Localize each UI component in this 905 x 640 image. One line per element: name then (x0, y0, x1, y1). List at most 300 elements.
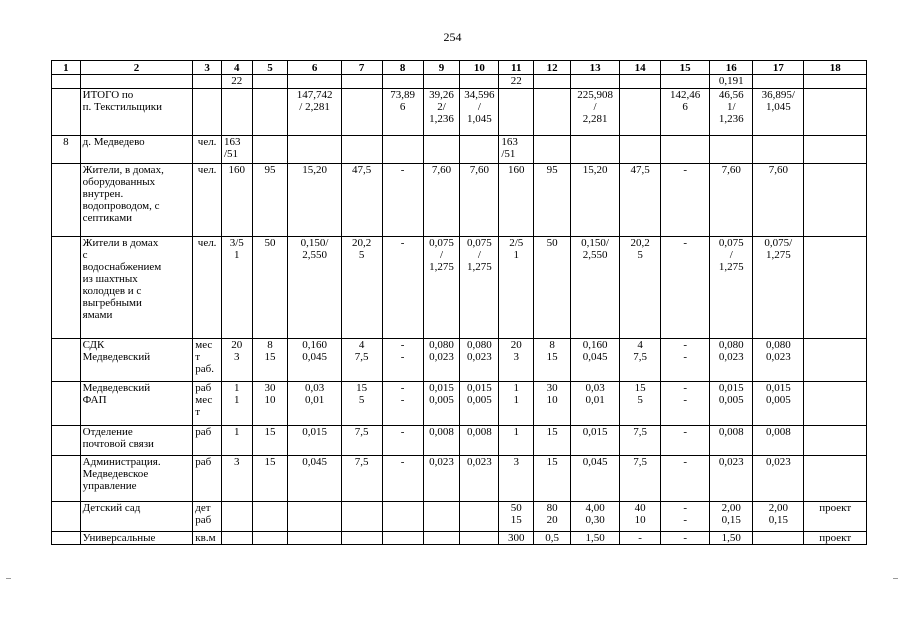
table-cell: 0,191 (710, 75, 753, 89)
table-cell (804, 426, 867, 456)
table-cell: 7,60 (460, 164, 499, 237)
table-cell (52, 502, 81, 532)
table-cell: 47,5 (620, 164, 661, 237)
table-cell (423, 502, 460, 532)
table-cell (534, 75, 571, 89)
table-cell (423, 89, 460, 136)
table-cell (620, 237, 661, 339)
cell-line: 0,03 (304, 382, 325, 394)
header-cell: 4 (221, 61, 252, 75)
table-row (52, 382, 867, 426)
table-cell (288, 339, 341, 382)
cell-line: 1,275 (718, 261, 744, 273)
cell-line: 46,56 (718, 89, 744, 101)
header-cell: 9 (423, 61, 460, 75)
table-cell: 22 (221, 75, 252, 89)
table-cell (753, 502, 804, 532)
table-cell: 300 (499, 532, 534, 545)
table-cell: 15,20 (288, 164, 341, 237)
cell-line: 30 (546, 382, 558, 394)
table-cell: 15,20 (571, 164, 620, 237)
cell-line: 20,2 (630, 237, 650, 249)
table-cell: д. Медведево (80, 136, 193, 164)
cell-line: 0,075 (429, 237, 454, 249)
cell-line: - (683, 351, 687, 363)
cell-line: 0,150/ (300, 237, 329, 249)
cell-line: - (683, 382, 687, 394)
cell-line: Медведевское (82, 468, 149, 480)
table-cell: чел. (193, 164, 222, 237)
cell-line: 0,15 (721, 514, 741, 526)
table-cell (80, 339, 193, 382)
table-cell (571, 237, 620, 339)
cell-line: 142,46 (670, 89, 701, 101)
cell-line: 1,275 (467, 261, 492, 273)
table-cell (193, 382, 222, 426)
table-cell (753, 89, 804, 136)
table-cell: 7,60 (753, 164, 804, 237)
table-cell (460, 75, 499, 89)
cell-line: 2,00 (768, 502, 788, 514)
table-cell (620, 382, 661, 426)
table-cell (52, 164, 81, 237)
table-cell (52, 532, 81, 545)
table-cell (382, 532, 423, 545)
cell-line: 80 (546, 502, 558, 514)
table-cell (620, 339, 661, 382)
table-cell (52, 237, 81, 339)
cell-line: 73,89 (390, 89, 415, 101)
table-row (52, 75, 867, 89)
header-cell: 16 (710, 61, 753, 75)
cell-line: / (477, 249, 481, 261)
cell-line: 1,045 (765, 101, 791, 113)
cell-line: 0,005 (765, 394, 791, 406)
table-row (52, 136, 867, 164)
table-cell: 0,5 (534, 532, 571, 545)
table-cell: проект (804, 502, 867, 532)
cell-line: 8 (267, 339, 273, 351)
table-cell (571, 382, 620, 426)
table-cell (382, 382, 423, 426)
cell-line: / (729, 249, 733, 261)
table-cell: 1 (499, 426, 534, 456)
table-cell (423, 339, 460, 382)
table-cell (341, 89, 382, 136)
table-cell: 0,015 (288, 426, 341, 456)
cell-line: т (195, 406, 201, 418)
cell-line: 5 (637, 249, 643, 261)
table-cell (288, 75, 341, 89)
cell-line: 1 (234, 382, 240, 394)
table-cell: 0,023 (753, 456, 804, 502)
table-cell: кв.м (193, 532, 222, 545)
cell-line: 1,236 (718, 113, 744, 125)
cell-line: мес (195, 339, 213, 351)
table-cell (804, 382, 867, 426)
cell-line: 2/ (437, 101, 446, 113)
table-cell: - (661, 532, 710, 545)
table-cell (80, 456, 193, 502)
cell-line: 0,023 (718, 351, 744, 363)
table-cell: 160 (221, 164, 252, 237)
table-cell: 7,5 (620, 456, 661, 502)
table-cell: 15 (534, 426, 571, 456)
table-cell (804, 136, 867, 164)
cell-line: 30 (264, 382, 276, 394)
table-cell (423, 75, 460, 89)
cell-line: 39,26 (429, 89, 454, 101)
header-cell: 10 (460, 61, 499, 75)
table-cell (753, 75, 804, 89)
cell-line: 5 (637, 394, 643, 406)
cell-line: - (400, 339, 405, 351)
table-cell (252, 136, 288, 164)
table-cell (710, 136, 753, 164)
cell-line: 36,895/ (761, 89, 795, 101)
table-cell (193, 502, 222, 532)
table-cell (221, 382, 252, 426)
cell-line: почтовой связи (82, 438, 154, 450)
table-cell: 1,50 (710, 532, 753, 545)
cell-line: с (82, 249, 88, 261)
table-cell (661, 75, 710, 89)
table-cell: 8 (52, 136, 81, 164)
cell-line: 1 (513, 394, 519, 406)
table-cell (499, 382, 534, 426)
header-cell: 12 (534, 61, 571, 75)
cell-line: - (683, 514, 687, 526)
cell-line: 0,03 (585, 382, 605, 394)
cell-line: 1,045 (467, 113, 492, 125)
table-cell: 0,045 (288, 456, 341, 502)
cell-line: 0,30 (585, 514, 605, 526)
cell-line: ямами (82, 309, 113, 321)
cell-line: 10 (264, 394, 276, 406)
table-cell (499, 502, 534, 532)
table-cell (571, 136, 620, 164)
cell-line: 8 (549, 339, 555, 351)
table-cell (753, 339, 804, 382)
table-cell: 7,5 (341, 456, 382, 502)
cell-line: водопроводом, с (82, 200, 160, 212)
table-cell (341, 237, 382, 339)
cell-line: 20,2 (352, 237, 372, 249)
table-cell (288, 532, 341, 545)
cell-line: 6 (682, 101, 688, 113)
table-cell (620, 136, 661, 164)
cell-line: 15 (510, 514, 522, 526)
table-cell: 15 (534, 456, 571, 502)
table-cell (661, 502, 710, 532)
table-cell (221, 89, 252, 136)
scan-edge-mark (6, 578, 11, 579)
table-cell: 7,5 (341, 426, 382, 456)
cell-line: 163 (223, 136, 241, 148)
table-cell (382, 89, 423, 136)
table-cell: - (382, 456, 423, 502)
cell-line: 1/ (726, 101, 736, 113)
cell-line: 1 (513, 382, 519, 394)
table-cell (52, 89, 81, 136)
table-cell (341, 382, 382, 426)
table-cell (753, 532, 804, 545)
cell-line: 0,045 (582, 351, 608, 363)
table-cell (534, 136, 571, 164)
table-cell (252, 502, 288, 532)
cell-line: внутрен. (82, 188, 124, 200)
table-cell: 0,008 (460, 426, 499, 456)
table-cell (534, 339, 571, 382)
cell-line: - (683, 394, 687, 406)
table-cell: 22 (499, 75, 534, 89)
table-cell: чел. (193, 136, 222, 164)
cell-line: 50 (510, 502, 522, 514)
cell-line: 7,5 (354, 351, 369, 363)
cell-line: 20 (231, 339, 243, 351)
cell-line: /51 (501, 148, 516, 160)
cell-line: 2,550 (582, 249, 608, 261)
table-cell (80, 164, 193, 237)
cell-line: 0,075/ (764, 237, 793, 249)
table-body (52, 61, 867, 545)
table-cell: 0,008 (753, 426, 804, 456)
cell-line: 0,023 (467, 351, 492, 363)
table-cell (52, 456, 81, 502)
table-cell (534, 382, 571, 426)
table-cell: 95 (252, 164, 288, 237)
table-cell (534, 502, 571, 532)
table-cell: 95 (534, 164, 571, 237)
header-cell: 3 (193, 61, 222, 75)
header-cell: 1 (52, 61, 81, 75)
cell-line: 0,015 (467, 382, 492, 394)
table-cell (382, 75, 423, 89)
table-cell: 50 (252, 237, 288, 339)
cell-line: 0,160 (302, 339, 327, 351)
table-cell (804, 237, 867, 339)
cell-line: 1,275 (429, 261, 454, 273)
cell-line: 5 (358, 394, 365, 406)
table-cell (423, 237, 460, 339)
table-cell (753, 237, 804, 339)
table-cell: - (382, 237, 423, 339)
table-cell: 7,60 (423, 164, 460, 237)
cell-line: 1 (234, 249, 240, 261)
cell-line: 1 (234, 394, 240, 406)
table-cell (288, 89, 341, 136)
table-cell (382, 502, 423, 532)
table-cell (221, 136, 252, 164)
cell-line: Жители, в домах, (82, 164, 164, 176)
cell-line: септиками (82, 212, 133, 224)
cell-line: / (440, 249, 444, 261)
table-cell: 7,60 (710, 164, 753, 237)
cell-line: раб (195, 514, 212, 526)
cell-line: 0,023 (429, 351, 454, 363)
table-cell (52, 426, 81, 456)
table-cell: 1 (221, 426, 252, 456)
cell-line: 0,075 (467, 237, 492, 249)
table-cell (460, 532, 499, 545)
cell-line: Медведевский (82, 351, 151, 363)
table-cell: 1,50 (571, 532, 620, 545)
table-cell (221, 532, 252, 545)
table-row (52, 89, 867, 136)
header-cell: 17 (753, 61, 804, 75)
header-row (52, 61, 867, 75)
cell-line: т (195, 351, 201, 363)
cell-line: 15 (634, 382, 646, 394)
table-cell (80, 237, 193, 339)
header-cell: 13 (571, 61, 620, 75)
table-cell (423, 382, 460, 426)
table-cell (710, 339, 753, 382)
cell-line: 20 (546, 514, 558, 526)
table-cell (710, 89, 753, 136)
scan-edge-mark (893, 578, 898, 579)
table-row (52, 164, 867, 237)
cell-line: 10 (634, 514, 646, 526)
table-row (52, 426, 867, 456)
header-cell: 5 (252, 61, 288, 75)
table-cell (341, 502, 382, 532)
table-cell: - (661, 164, 710, 237)
header-cell: 8 (382, 61, 423, 75)
table-cell: 3 (221, 456, 252, 502)
data-table (51, 60, 867, 545)
cell-line: 0,015 (429, 382, 454, 394)
table-cell (252, 382, 288, 426)
cell-line: раб. (195, 363, 215, 375)
table-cell (804, 339, 867, 382)
cell-line: 10 (546, 394, 558, 406)
table-cell (288, 237, 341, 339)
cell-line: водоснабжением (82, 261, 162, 273)
table-cell: 0,008 (423, 426, 460, 456)
table-cell: 160 (499, 164, 534, 237)
cell-line: 0,005 (467, 394, 492, 406)
cell-line: 225,908 (577, 89, 613, 101)
header-cell: 2 (80, 61, 193, 75)
cell-line: 3/5 (229, 237, 244, 249)
table-cell: 0,023 (423, 456, 460, 502)
table-cell (288, 382, 341, 426)
cell-line: 7,5 (633, 351, 647, 363)
cell-line: - (683, 339, 687, 351)
table-cell (499, 89, 534, 136)
cell-line: из шахтных (82, 273, 138, 285)
table-cell (341, 532, 382, 545)
cell-line: мес (195, 394, 213, 406)
table-cell: раб (193, 456, 222, 502)
table-cell (661, 136, 710, 164)
table-row (52, 502, 867, 532)
table-cell (661, 382, 710, 426)
table-cell: - (661, 426, 710, 456)
header-cell: 18 (804, 61, 867, 75)
table-cell (620, 502, 661, 532)
cell-line: 2,550 (302, 249, 327, 261)
table-cell (382, 339, 423, 382)
table-cell (341, 339, 382, 382)
cell-line: 0,080 (467, 339, 492, 351)
table-cell (193, 89, 222, 136)
table-cell (499, 339, 534, 382)
table-cell (661, 89, 710, 136)
cell-line: / (477, 101, 481, 113)
table-cell: - (661, 456, 710, 502)
cell-line: 3 (234, 351, 240, 363)
table-cell (804, 89, 867, 136)
cell-line: 1 (513, 249, 519, 261)
cell-line: 147,742 (296, 89, 333, 101)
table-cell: Универсальные (80, 532, 193, 545)
table-cell (753, 136, 804, 164)
table-cell: 3 (499, 456, 534, 502)
table-cell (382, 136, 423, 164)
table-cell (193, 339, 222, 382)
table-cell (804, 456, 867, 502)
cell-line: 0,160 (582, 339, 608, 351)
table-cell (460, 339, 499, 382)
cell-line: 4 (358, 339, 365, 351)
cell-line: раб (195, 382, 212, 394)
cell-line: 0,080 (718, 339, 744, 351)
table-cell: 15 (252, 426, 288, 456)
table-cell (620, 75, 661, 89)
cell-line: СДК (82, 339, 105, 351)
cell-line: 15 (264, 351, 276, 363)
table-cell (193, 75, 222, 89)
cell-line: 34,596 (464, 89, 495, 101)
table-cell (80, 75, 193, 89)
table-cell: проект (804, 532, 867, 545)
table-cell: - (661, 237, 710, 339)
cell-line: Администрация. (82, 456, 161, 468)
cell-line: 0,080 (765, 339, 791, 351)
table-cell: 0,045 (571, 456, 620, 502)
cell-line: Медведевский (82, 382, 151, 394)
table-cell (52, 382, 81, 426)
cell-line: 0,023 (765, 351, 791, 363)
table-cell (710, 237, 753, 339)
cell-line: 15 (546, 351, 558, 363)
table-cell (460, 89, 499, 136)
cell-line: - (400, 394, 405, 406)
header-cell: 6 (288, 61, 341, 75)
table-cell (710, 382, 753, 426)
table-cell (423, 532, 460, 545)
cell-line: 0,150/ (581, 237, 609, 249)
cell-line: дет (195, 502, 211, 514)
table-cell (460, 237, 499, 339)
table-cell (52, 75, 81, 89)
table-cell (499, 136, 534, 164)
cell-line: 5 (358, 249, 365, 261)
table-cell (571, 339, 620, 382)
cell-line: 0,01 (304, 394, 325, 406)
table-cell: чел. (193, 237, 222, 339)
table-cell (221, 237, 252, 339)
table-cell (620, 89, 661, 136)
cell-line: - (683, 502, 687, 514)
table-cell (252, 89, 288, 136)
table-cell (288, 136, 341, 164)
table-cell (80, 426, 193, 456)
table-cell: - (382, 164, 423, 237)
cell-line: 0,005 (718, 394, 744, 406)
